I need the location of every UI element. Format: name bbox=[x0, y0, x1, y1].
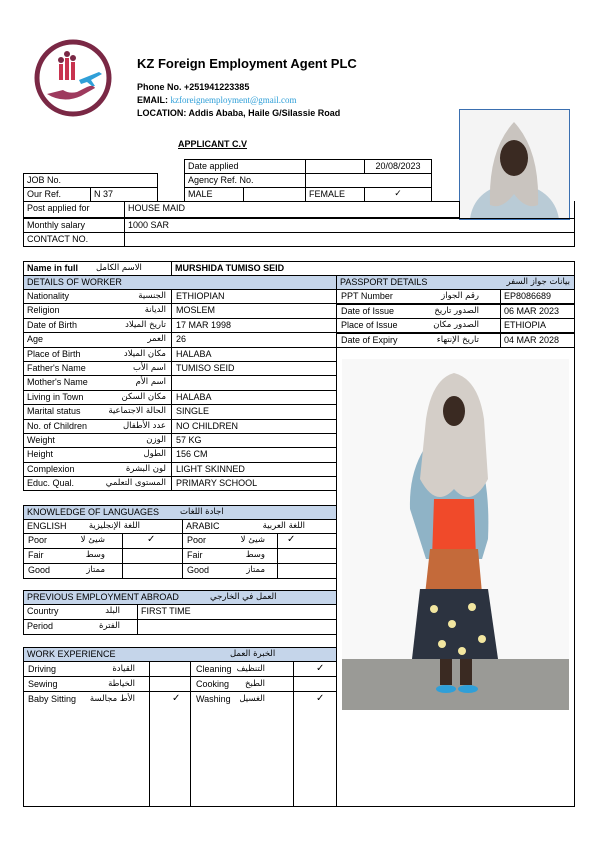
worker-row-label-ar: الطول bbox=[143, 449, 166, 459]
passport-row-label-ar: رقم الجواز bbox=[441, 291, 479, 301]
worker-row-line bbox=[23, 433, 337, 434]
salary-label: Monthly salary bbox=[23, 218, 125, 233]
worker-row-label: Mother's Name bbox=[27, 377, 88, 387]
female-check-mark: ✓ bbox=[394, 189, 402, 199]
english-level-label-ar: ممتاز bbox=[86, 565, 105, 575]
arabic-level-label: Poor bbox=[187, 535, 207, 545]
worker-row-label-ar: الديانة bbox=[144, 305, 166, 315]
date-applied-value: 20/08/2023 bbox=[364, 159, 432, 174]
full-name-label-text: Name in full bbox=[27, 263, 79, 273]
worker-row-label-ar: العمر bbox=[147, 334, 166, 344]
salary-value: 1000 SAR bbox=[124, 218, 575, 233]
english-label-ar: اللغة الإنجليزية bbox=[88, 521, 140, 531]
worker-row-value: SINGLE bbox=[176, 406, 210, 416]
english-level-label: Poor bbox=[28, 535, 48, 545]
employment-period-value[interactable] bbox=[137, 619, 337, 635]
company-logo bbox=[33, 38, 113, 118]
worker-row-value: MOSLEM bbox=[176, 305, 216, 315]
experience-right-label: Washing bbox=[196, 694, 231, 704]
male-label: MALE bbox=[184, 187, 244, 202]
location: LOCATION: Addis Ababa, Haile G/Silassie Road bbox=[137, 108, 341, 118]
english-level-label-ar: وسط bbox=[85, 550, 105, 560]
worker-row-label-ar: الجنسية bbox=[138, 291, 166, 301]
worker-row-label-ar: عدد الأطفال bbox=[122, 421, 166, 431]
experience-right-label: Cooking bbox=[196, 679, 230, 689]
agency-ref-value[interactable] bbox=[305, 173, 432, 188]
worker-row-label: No. of Children bbox=[27, 421, 88, 431]
exp-divider-2 bbox=[190, 661, 191, 807]
contact-value[interactable] bbox=[124, 232, 575, 247]
passport-row-label: Place of Issue bbox=[341, 320, 398, 330]
worker-row-line bbox=[23, 361, 337, 362]
languages-title: KNOWLEDGE OF LANGUAGES bbox=[27, 507, 160, 517]
employment-title-ar: العمل في الخارجي bbox=[210, 592, 277, 602]
passport-row-label: Date of Issue bbox=[341, 306, 395, 316]
date-applied-label: Date applied bbox=[184, 159, 306, 174]
post-value: HOUSE MAID bbox=[124, 201, 460, 218]
email-label: EMAIL: bbox=[137, 95, 168, 105]
worker-row-line bbox=[23, 476, 337, 477]
worker-row-label-ar: اسم الأب bbox=[132, 363, 166, 373]
worker-row-value: PRIMARY SCHOOL bbox=[176, 478, 258, 488]
worker-row-line bbox=[23, 332, 337, 333]
worker-row-value: 17 MAR 1998 bbox=[176, 320, 232, 330]
passport-row-label: Date of Expiry bbox=[341, 335, 398, 345]
our-ref-label: Our Ref. bbox=[23, 187, 91, 202]
worker-row-line bbox=[23, 318, 337, 319]
experience-right-checkmark: ✓ bbox=[316, 693, 325, 704]
worker-row-label-ar: لون البشرة bbox=[125, 464, 166, 474]
experience-left-label-ar: الأط مجالسة bbox=[89, 694, 135, 704]
arabic-level-label-ar: ممتاز bbox=[246, 565, 265, 575]
arabic-level-check[interactable] bbox=[277, 533, 337, 549]
worker-section-header: DETAILS OF WORKER bbox=[23, 275, 337, 290]
arabic-label: ARABIC bbox=[186, 521, 220, 531]
period-label: Period bbox=[27, 621, 54, 631]
our-ref-value: N 37 bbox=[90, 187, 158, 202]
experience-right-label-ar: الغسيل bbox=[239, 694, 265, 704]
agency-ref-label: Agency Ref. No. bbox=[184, 173, 306, 188]
worker-row-label: Place of Birth bbox=[27, 349, 81, 359]
experience-left-checkmark: ✓ bbox=[172, 693, 181, 704]
arabic-level-check[interactable] bbox=[277, 563, 337, 579]
arabic-level-label-ar: وسط bbox=[245, 550, 265, 560]
english-label: ENGLISH bbox=[27, 521, 67, 531]
email-row bbox=[137, 95, 297, 105]
experience-right-label-ar: التنظيف bbox=[236, 664, 265, 674]
employment-title: PREVIOUS EMPLOYMENT ABROAD bbox=[27, 592, 179, 602]
worker-row-value: NO CHILDREN bbox=[176, 421, 239, 431]
worker-row-label-ar: مكان السكن bbox=[121, 392, 166, 402]
worker-row-value: HALABA bbox=[176, 349, 212, 359]
country-label: Country bbox=[27, 606, 59, 616]
worker-row-value: 26 bbox=[176, 334, 187, 344]
full-name-label-ar: الاسم الكامل bbox=[96, 263, 142, 273]
applicant-full-photo bbox=[342, 359, 569, 710]
exp-row-line-1 bbox=[23, 676, 337, 677]
full-name-value: MURSHIDA TUMISO SEID bbox=[171, 261, 575, 276]
worker-row-line bbox=[23, 447, 337, 448]
worker-row-label: Religion bbox=[27, 305, 60, 315]
worker-row-line bbox=[23, 419, 337, 420]
passport-row-value: EP8086689 bbox=[500, 289, 575, 304]
worker-row-label-ar: الوزن bbox=[146, 435, 166, 445]
worker-row-line bbox=[23, 347, 337, 348]
period-label-ar: الفترة bbox=[99, 621, 120, 631]
male-check[interactable] bbox=[243, 187, 306, 202]
exp-divider-3 bbox=[293, 661, 294, 807]
experience-right-label: Cleaning bbox=[196, 664, 232, 674]
english-level-check[interactable] bbox=[122, 563, 183, 579]
passport-title: PASSPORT DETAILS bbox=[340, 277, 428, 287]
experience-title: WORK EXPERIENCE bbox=[27, 649, 116, 659]
passport-row-label-ar: تاريخ الإنتهاء bbox=[436, 335, 479, 345]
worker-row-label: Marital status bbox=[27, 406, 81, 416]
country-label-ar: البلد bbox=[105, 606, 120, 616]
worker-row-label: Complexion bbox=[27, 464, 75, 474]
female-check[interactable] bbox=[364, 187, 432, 202]
arabic-poor-checkmark: ✓ bbox=[287, 534, 296, 545]
languages-title-ar: اجادة اللغات bbox=[180, 507, 224, 517]
passport-row-label: PPT Number bbox=[341, 291, 393, 301]
worker-row-label-ar: اسم الأم bbox=[135, 377, 166, 387]
arabic-level-label: Good bbox=[187, 565, 210, 575]
date-applied-spacer bbox=[305, 159, 365, 174]
passport-row-value: ETHIOPIA bbox=[500, 318, 575, 333]
worker-row-label: Father's Name bbox=[27, 363, 86, 373]
worker-row-label-ar: مكان الميلاد bbox=[123, 349, 166, 359]
post-row-right-border bbox=[574, 201, 575, 219]
exp-row-line-2 bbox=[23, 691, 337, 692]
worker-row-label: Age bbox=[27, 334, 44, 344]
worker-row-label: Weight bbox=[27, 435, 55, 445]
arabic-level-check[interactable] bbox=[277, 548, 337, 564]
english-level-check[interactable] bbox=[122, 548, 183, 564]
contact-label: CONTACT NO. bbox=[23, 232, 125, 247]
passport-row-value: 04 MAR 2028 bbox=[500, 333, 575, 348]
worker-row-value: LIGHT SKINNED bbox=[176, 464, 245, 474]
female-label: FEMALE bbox=[305, 187, 365, 202]
experience-left-label: Sewing bbox=[28, 679, 58, 689]
english-level-label: Good bbox=[28, 565, 51, 575]
employment-country-value: FIRST TIME bbox=[137, 604, 337, 620]
cv-title: APPLICANT C.V bbox=[178, 139, 248, 149]
passport-row-label-ar: الصدور تاريخ bbox=[434, 306, 479, 316]
experience-left-label-ar: القيادة bbox=[112, 664, 135, 674]
worker-row-value: HALABA bbox=[176, 392, 212, 402]
english-level-label-ar: شيئ لا bbox=[80, 535, 105, 545]
worker-row-label-ar: الحالة الاجتماعية bbox=[108, 406, 166, 416]
experience-left-label-ar: الخياطة bbox=[108, 679, 135, 689]
worker-row-label: Date of Birth bbox=[27, 320, 78, 330]
experience-left-label: Driving bbox=[28, 664, 57, 674]
exp-divider-4 bbox=[336, 661, 337, 807]
worker-row-value: TUMISO SEID bbox=[176, 363, 235, 373]
worker-row-label: Nationality bbox=[27, 291, 70, 301]
worker-row-line bbox=[23, 390, 337, 391]
worker-row-value: 156 CM bbox=[176, 449, 208, 459]
experience-right-checkmark: ✓ bbox=[316, 663, 325, 674]
worker-row-line bbox=[23, 375, 337, 376]
post-label: Post applied for bbox=[23, 201, 125, 218]
arabic-level-label: Fair bbox=[187, 550, 203, 560]
worker-row-label: Educ. Qual. bbox=[27, 478, 75, 488]
worker-row-line bbox=[23, 462, 337, 463]
exp-divider-1 bbox=[149, 661, 150, 807]
english-poor-checkmark: ✓ bbox=[147, 534, 156, 545]
experience-left-label: Baby Sitting bbox=[28, 694, 77, 704]
experience-title-ar: الخبرة العمل bbox=[230, 649, 276, 659]
experience-right-label-ar: الطبخ bbox=[245, 679, 265, 689]
phone-number: Phone No. +251941223385 bbox=[137, 82, 250, 92]
worker-row-label-ar: تاريخ الميلاد bbox=[125, 320, 166, 330]
worker-row-line bbox=[23, 404, 337, 405]
worker-row-label: Living in Town bbox=[27, 392, 84, 402]
english-level-label: Fair bbox=[28, 550, 44, 560]
worker-row-value: ETHIOPIAN bbox=[176, 291, 225, 301]
company-name: KZ Foreign Employment Agent PLC bbox=[137, 56, 357, 71]
worker-row-value: 57 KG bbox=[176, 435, 202, 445]
job-no-label: JOB No. bbox=[23, 173, 158, 188]
worker-row-line bbox=[23, 303, 337, 304]
email-link[interactable]: kzforeignemployment@gmail.com bbox=[170, 95, 297, 105]
passport-title-ar: بيانات جواز السفر bbox=[506, 277, 570, 287]
applicant-headshot bbox=[459, 109, 570, 220]
passport-row-label-ar: الصدور مكان bbox=[433, 320, 479, 330]
arabic-level-label-ar: شيئ لا bbox=[240, 535, 265, 545]
arabic-label-ar: اللغة العربية bbox=[262, 521, 305, 531]
passport-row-value: 06 MAR 2023 bbox=[500, 304, 575, 319]
worker-row-label: Height bbox=[27, 449, 54, 459]
worker-row-label-ar: المستوى التعلمي bbox=[105, 478, 166, 488]
